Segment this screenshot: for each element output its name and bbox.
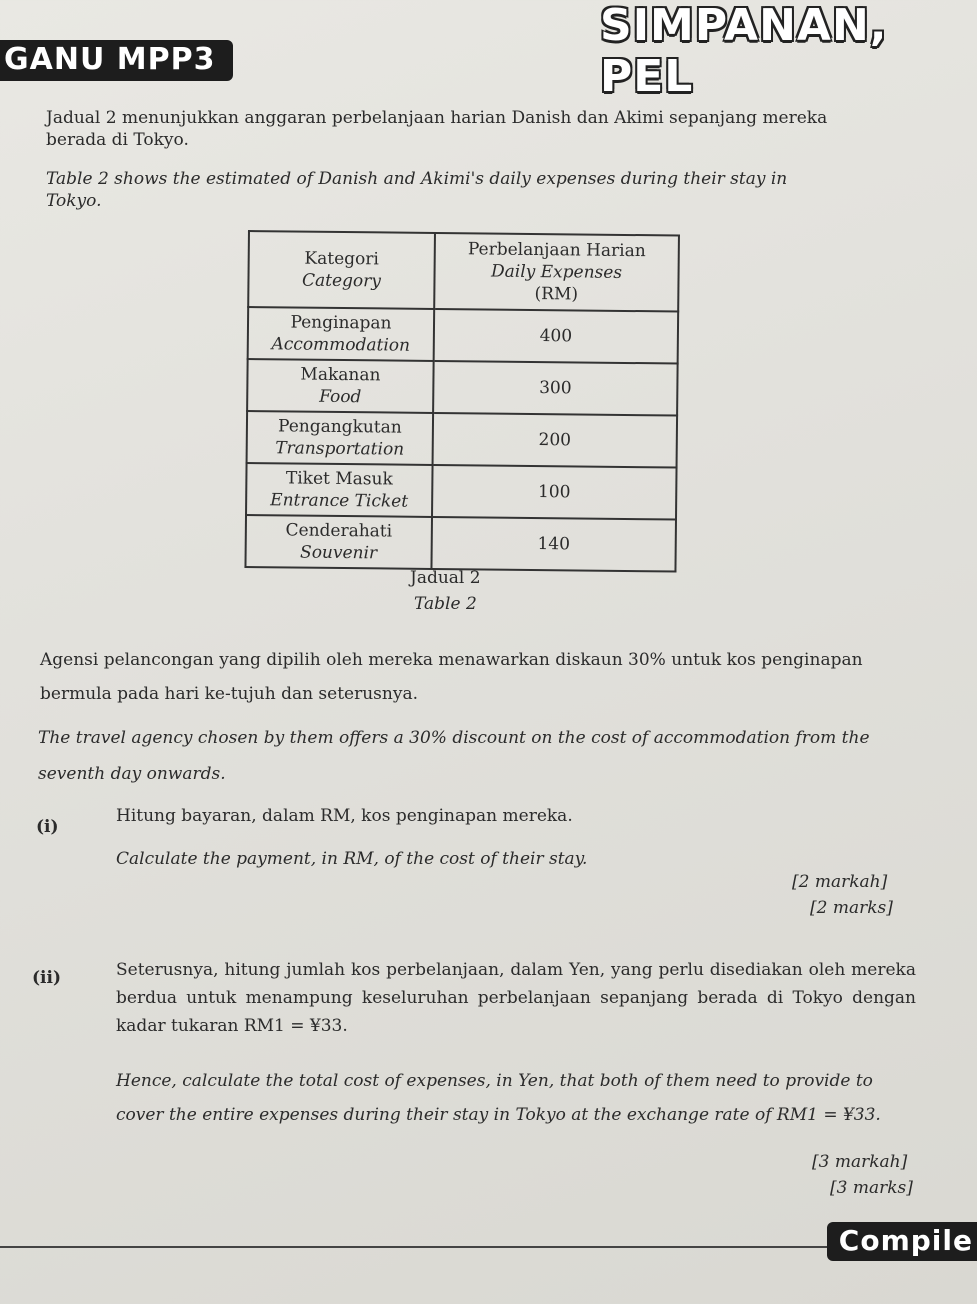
question-ii-number: (ii) [32,968,62,988]
expense-value: 100 [432,465,677,520]
category-english: Souvenir [300,542,378,564]
question-i-malay: Hitung bayaran, dalam RM, kos penginapan mereka. [116,806,573,826]
discount-malay: Agensi pelancongan yang dipilih oleh mereka menawarkan diskaun 30% untuk kos penginapan bermula pada hari ke-tujuh dan seterusnya. [40,650,863,704]
table-header-category [248,231,435,309]
header-category-malay: Kategori [304,248,380,270]
category-malay: Cenderahati [285,520,393,542]
discount-english: The travel agency chosen by them offers a 30% discount on the cost of accommodation from the seventh day onwards. [38,728,870,784]
header-expenses-malay: Perbelanjaan Harian [467,239,646,262]
intro-english: Table 2 shows the estimated of Danish and Akimi's daily expenses during their stay in Tokyo. [46,169,788,211]
table-row [248,307,679,364]
category-cell [247,359,434,413]
table-row [245,515,676,572]
table-caption-malay: Jadual 2 [410,568,481,588]
category-malay: Pengangkutan [277,416,402,438]
question-ii-marks-malay: [3 markah] [812,1152,908,1172]
table-row [247,359,678,416]
table-row [246,463,677,520]
table-header-expenses [434,233,679,312]
header-expenses-english: Daily Expenses [490,261,623,283]
category-malay: Tiket Masuk [285,468,393,490]
expense-value: 300 [433,361,678,416]
intro-malay: Jadual 2 menunjukkan anggaran perbelanjaan harian Danish dan Akimi sepanjang mereka berada di Tokyo. [46,108,828,150]
expense-value: 200 [433,413,678,468]
banner-left-label: GANU MPP3 [0,40,233,81]
category-english: Transportation [275,438,405,460]
category-cell [245,515,432,569]
expense-table [244,230,680,573]
question-ii-english: Hence, calculate the total cost of expenses, in Yen, that both of them need to provide to cover the entire expenses during their stay in Tokyo at the exchange rate of RM1 = ¥33. [116,1071,881,1125]
category-malay: Penginapan [290,312,392,334]
banner-top-title: SIMPANAN, PEL [600,0,888,102]
category-cell [247,411,434,465]
question-ii-marks-english: [3 marks] [830,1178,913,1198]
category-english: Food [319,386,362,408]
bottom-divider [0,1246,850,1248]
question-i-number: (i) [36,817,59,837]
question-i-english: Calculate the payment, in RM, of the cost of their stay. [116,849,588,869]
expense-value: 140 [431,517,676,572]
compile-label: Compile [827,1222,977,1261]
category-malay: Makanan [300,364,381,386]
table-caption-english: Table 2 [414,594,477,614]
category-english: Accommodation [271,334,411,356]
header-expenses-unit: (RM) [534,284,579,305]
category-english: Entrance Ticket [270,490,409,512]
category-cell [246,463,433,517]
question-ii-malay: Seterusnya, hitung jumlah kos perbelanjaan, dalam Yen, yang perlu disediakan oleh mereka berdua untuk menampung keseluruhan perbelanjaan sepanjang berada di Tokyo dengan kadar tukaran RM1 = ¥33. [116,960,916,1036]
table-header-row [248,231,679,311]
expense-value: 400 [434,309,679,364]
header-category-english: Category [301,270,382,292]
table-row [247,411,678,468]
question-i-marks-english: [2 marks] [810,898,893,918]
category-cell [248,307,435,361]
question-i-marks-malay: [2 markah] [792,872,888,892]
